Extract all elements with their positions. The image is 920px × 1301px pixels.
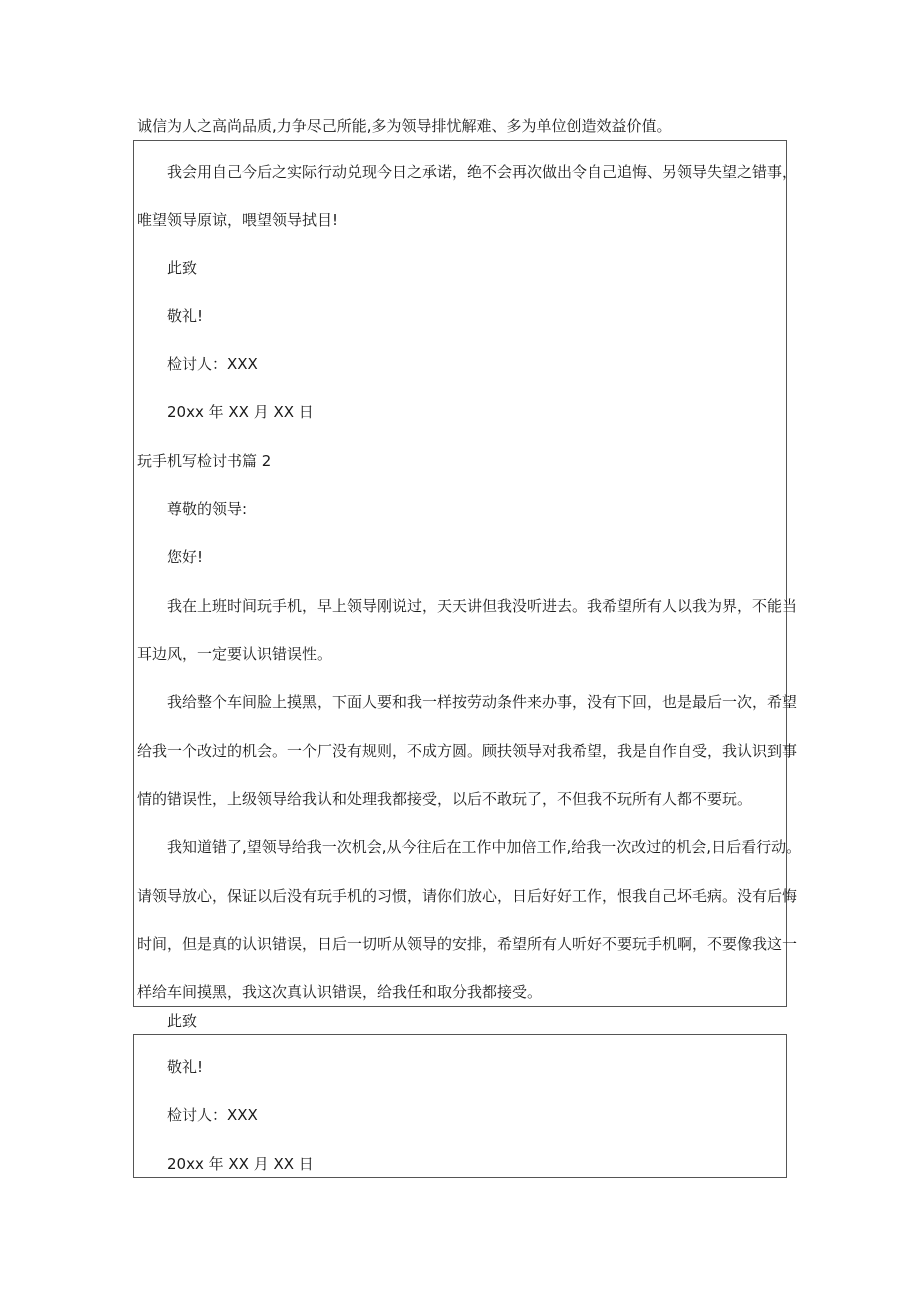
paragraph-line: 我给整个车间脸上摸黑，下面人要和我一样按劳动条件来办事，没有下回，也是最后一次，希望: [167, 693, 798, 711]
paragraph-line: 我知道错了,望领导给我一次机会,从今往后在工作中加倍工作,给我一次改过的机会,日后看行动。: [167, 838, 802, 856]
paragraph-line: 时间，但是真的认识错误，日后一切听从领导的安排，希望所有人听好不要玩手机啊，不要像我这一: [137, 935, 798, 953]
paragraph-line: 唯望领导原谅，喂望领导拭目!: [137, 211, 339, 229]
date: 20xx 年 XX 月 XX 日: [167, 403, 314, 421]
regards: 敬礼!: [167, 307, 204, 325]
regards: 敬礼!: [167, 1058, 204, 1076]
signer: 检讨人：XXX: [167, 355, 258, 373]
paragraph-line: 情的错误性，上级领导给我认和处理我都接受，以后不敢玩了，不但我不玩所有人都不要玩。: [137, 790, 753, 808]
paragraph-line: 我会用自己今后之实际行动兑现今日之承诺，绝不会再次做出令自己追悔、另领导失望之错事，: [167, 163, 798, 181]
hello: 您好!: [167, 548, 204, 566]
content-box-1: [133, 140, 802, 1007]
top-line: 诚信为人之高尚品质,力争尽己所能,多为领导排忧解难、多为单位创造效益价值。: [137, 117, 672, 135]
paragraph-line: 请领导放心，保证以后没有玩手机的习惯，请你们放心，日后好好工作，恨我自己坏毛病。没有后悔: [137, 887, 798, 905]
paragraph-line: 样给车间摸黑，我这次真认识错误，给我任和取分我都接受。: [137, 983, 543, 1001]
section-heading: 玩手机写检讨书篇 2: [137, 452, 272, 470]
salutation: 此致: [167, 1012, 198, 1030]
greeting: 尊敬的领导:: [167, 500, 248, 518]
paragraph-line: 耳边风，一定要认识错误性。: [137, 645, 333, 663]
paragraph-line: 给我一个改过的机会。一个厂没有规则，不成方圆。顾扶领导对我希望，我是自作自受，我认识到事: [137, 742, 798, 760]
signer: 检讨人：XXX: [167, 1106, 258, 1124]
date: 20xx 年 XX 月 XX 日: [167, 1155, 314, 1173]
salutation: 此致: [167, 259, 198, 277]
paragraph-line: 我在上班时间玩手机，早上领导刚说过，天天讲但我没听进去。我希望所有人以我为界，不能当: [167, 597, 798, 615]
